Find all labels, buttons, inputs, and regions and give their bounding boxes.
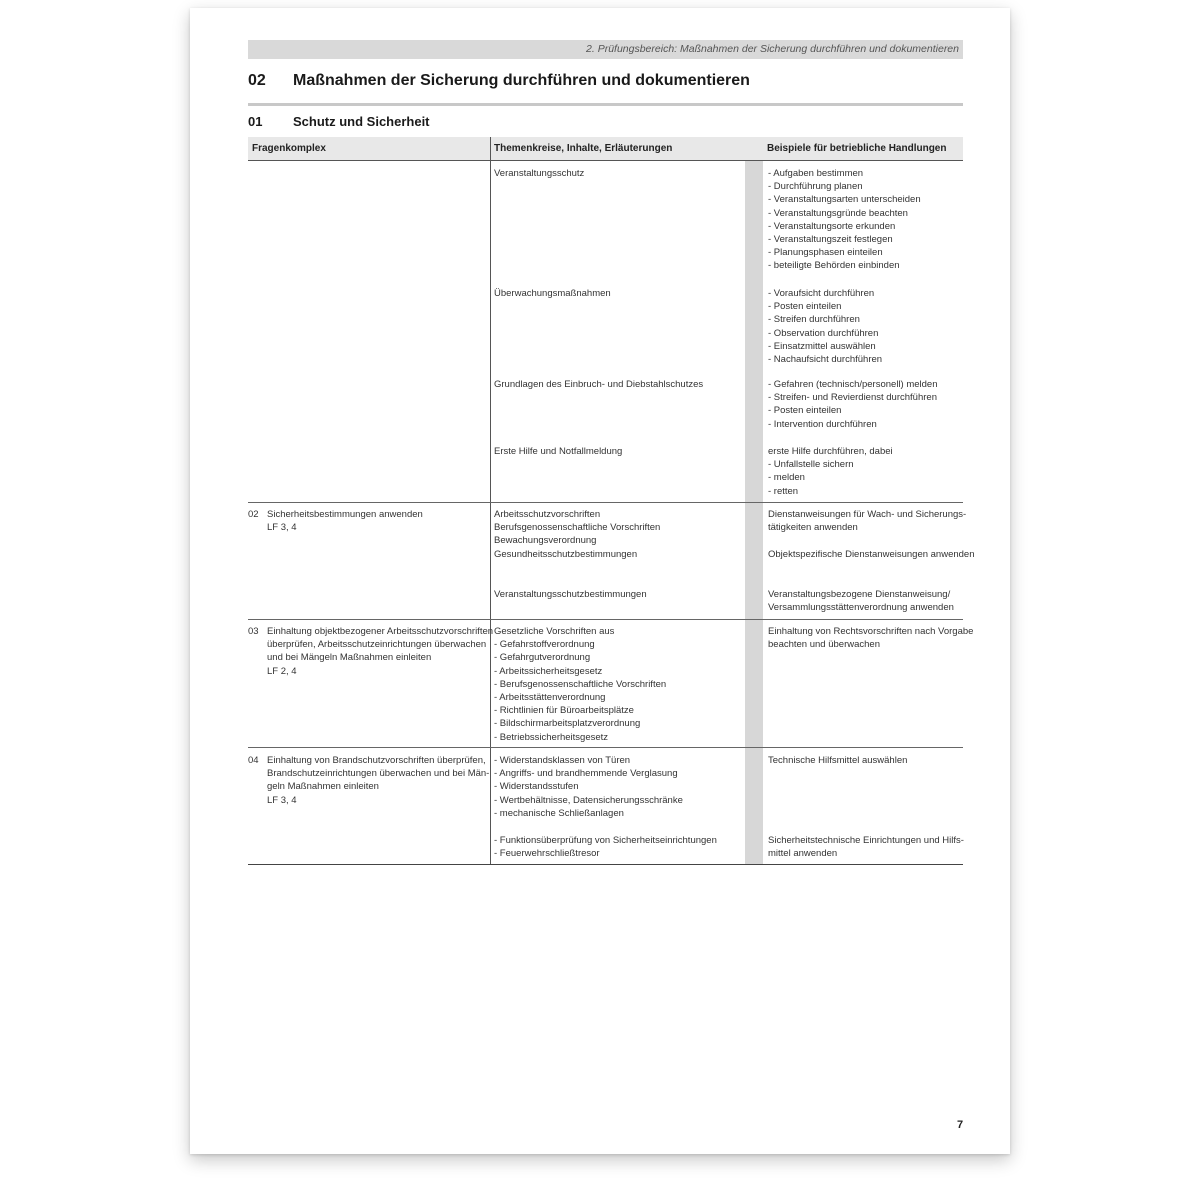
examples-cell: - Aufgaben bestimmen - Durchführung planen - Veranstaltungsarten unterscheiden - Veranstaltungsgründe beachten - Veranstaltungsorte erkunden - Veranstaltungszeit festlegen - Planungsphasen einteilen - beteiligte Behörden einbinden — [768, 168, 921, 272]
row-divider — [248, 502, 963, 503]
question-cell: Einhaltung von Brandschutzvorschriften überprüfen, Brandschutzeinrichtungen überwachen und bei Män- geln Maßnahmen einleiten LF 3, 4 — [267, 755, 490, 806]
table-header-fragenkomplex: Fragenkomplex — [248, 137, 490, 160]
topic-cell: Gesetzliche Vorschriften aus - Gefahrstoffverordnung - Gefahrgutverordnung - Arbeitssicherheitsgesetz - Berufsgenossenschaftliche Vorschriften - Arbeitsstättenverordnung - Richtlinien für Büroarbeitsplätze - Bildschirmarbeitsplatzverordnung - Betriebssicherheitsgesetz — [494, 626, 667, 743]
section-number: 01 — [248, 114, 263, 129]
examples-cell: Sicherheitstechnische Einrichtungen und Hilfs- mittel anwenden — [768, 835, 964, 860]
topic-cell: - Widerstandsklassen von Türen - Angriffs- und brandhemmende Verglasung - Widerstandsstufen - Wertbehältnisse, Datensicherungsschränke - mechanische Schließanlagen — [494, 755, 683, 819]
row-divider — [248, 619, 963, 620]
table-bottom-rule — [248, 864, 963, 865]
examples-cell: Technische Hilfsmittel auswählen — [768, 755, 908, 766]
topic-cell: Grundlagen des Einbruch- und Diebstahlschutzes — [494, 379, 704, 390]
examples-cell: Dienstanweisungen für Wach- und Sicherungs- tätigkeiten anwenden Objektspezifische Dienstanweisungen anwenden — [768, 509, 975, 560]
question-cell: Sicherheitsbestimmungen anwenden LF 3, 4 — [267, 509, 423, 534]
table-header-beispiele: Beispiele für betriebliche Handlungen — [763, 137, 963, 160]
examples-cell: Veranstaltungsbezogene Dienstanweisung/ Versammlungsstättenverordnung anwenden — [768, 589, 954, 614]
topic-cell: - Funktionsüberprüfung von Sicherheitseinrichtungen - Feuerwehrschließtresor — [494, 835, 717, 860]
question-number: 03 — [248, 626, 259, 637]
examples-cell: - Gefahren (technisch/personell) melden - Streifen- und Revierdienst durchführen - Posten einteilen - Intervention durchführen — [768, 379, 938, 430]
topic-cell: Veranstaltungsschutz — [494, 168, 585, 179]
examples-cell: Einhaltung von Rechtsvorschriften nach Vorgabe beachten und überwachen — [768, 626, 974, 651]
examples-cell: erste Hilfe durchführen, dabei - Unfallstelle sichern - melden - retten — [768, 446, 893, 497]
table-header-rule — [248, 160, 963, 161]
question-cell: Einhaltung objektbezogener Arbeitsschutzvorschriften überprüfen, Arbeitsschutzeinrichtungen überwachen und bei Mängeln Maßnahmen einleiten LF 2, 4 — [267, 626, 494, 677]
chapter-title: Maßnahmen der Sicherung durchführen und dokumentieren — [293, 72, 750, 89]
table-header-themenkreise: Themenkreise, Inhalte, Erläuterungen — [490, 137, 763, 160]
row-divider — [248, 747, 963, 748]
topic-cell: Überwachungsmaßnahmen — [494, 288, 611, 299]
question-number: 04 — [248, 755, 259, 766]
question-number: 02 — [248, 509, 259, 520]
page-number: 7 — [957, 1119, 964, 1131]
column-divider — [490, 137, 491, 865]
examples-cell: - Voraufsicht durchführen - Posten einteilen - Streifen durchführen - Observation durchführen - Einsatzmittel auswählen - Nachaufsicht durchführen — [768, 288, 883, 365]
topic-cell: Erste Hilfe und Notfallmeldung — [494, 446, 623, 457]
running-header: 2. Prüfungsbereich: Maßnahmen der Sicherung durchführen und dokumentieren — [248, 40, 963, 59]
section-title: Schutz und Sicherheit — [293, 114, 430, 129]
topic-cell: Arbeitsschutzvorschriften Berufsgenossenschaftliche Vorschriften Bewachungsverordnung Gesundheitsschutzbestimmungen — [494, 509, 661, 560]
section-heading — [248, 114, 430, 129]
topic-cell: Veranstaltungsschutzbestimmungen — [494, 589, 647, 600]
chapter-number: 02 — [248, 72, 266, 89]
heading-rule — [248, 103, 963, 106]
chapter-heading — [248, 72, 750, 90]
column-band — [745, 161, 763, 865]
